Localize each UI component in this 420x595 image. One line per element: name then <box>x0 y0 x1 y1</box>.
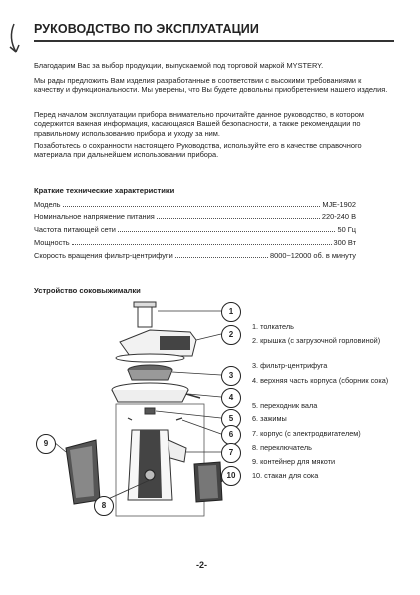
spec-value: MJE-1902 <box>322 200 356 209</box>
part-item: 1. толкатель <box>252 322 294 331</box>
callout-6: 6 <box>221 425 241 445</box>
part-item: 9. контейнер для мякоти <box>252 457 336 466</box>
intro-paragraph-1: Благодарим Вас за выбор продукции, выпускаемой под торговой маркой MYSTERY. <box>34 61 324 70</box>
callout-8: 8 <box>94 496 114 516</box>
callout-9: 9 <box>36 434 56 454</box>
page-number: -2- <box>196 560 207 570</box>
callout-3: 3 <box>221 366 241 386</box>
callout-1: 1 <box>221 302 241 322</box>
part-item: 4. верхняя часть корпуса (сборник сока) <box>252 376 389 385</box>
intro-paragraph-3: Перед началом эксплуатации прибора внимательно прочитайте данное руководство, в котором содержится важная информация, касающаяся Вашей безопасности, а также рекомендации по правильному использованию прибора и уходу за ним. <box>34 110 364 138</box>
page-title: РУКОВОДСТВО ПО ЭКСПЛУАТАЦИИ <box>34 22 259 36</box>
part-item: 7. корпус (с электродвигателем) <box>252 429 361 438</box>
part-item: 8. переключатель <box>252 443 312 452</box>
spec-name: Мощность <box>34 238 70 247</box>
part-item: 6. зажимы <box>252 414 287 423</box>
part-item: 10. стакан для сока <box>252 471 319 480</box>
spec-value: 50 Гц <box>337 225 356 234</box>
spec-value: 300 Вт <box>333 238 356 247</box>
part-item: 5. переходник вала <box>252 401 318 410</box>
callout-5: 5 <box>221 409 241 429</box>
spec-name: Скорость вращения фильтр-центрифуги <box>34 251 173 260</box>
callout-10: 10 <box>221 466 241 486</box>
spec-name: Частота питающей сети <box>34 225 116 234</box>
intro-paragraph-4: Позаботьтесь о сохранности настоящего Руководства, используйте его в качестве справочного материала при дальнейшем использовании прибора. <box>34 141 362 160</box>
callout-2: 2 <box>221 325 241 345</box>
intro-paragraph-2: Мы рады предложить Вам изделия разработанные в соответствии с высокими требованиями к качеству и функциональности. Мы уверены, что Вы будете довольны приобретением нашего изделия. <box>34 76 388 95</box>
part-item: 3. фильтр-центрифуга <box>252 361 328 370</box>
part-item: 2. крышка (с загрузочной горловиной) <box>252 336 381 345</box>
device-heading: Устройство соковыжималки <box>34 286 141 295</box>
spec-name: Номинальное напряжение питания <box>34 212 155 221</box>
callout-7: 7 <box>221 443 241 463</box>
callout-4: 4 <box>221 388 241 408</box>
specs-heading: Краткие технические характеристики <box>34 186 175 195</box>
spec-value: 220-240 В <box>321 212 356 221</box>
spec-value: 8000~12000 об. в минуту <box>270 251 356 260</box>
spec-name: Модель <box>34 200 61 209</box>
